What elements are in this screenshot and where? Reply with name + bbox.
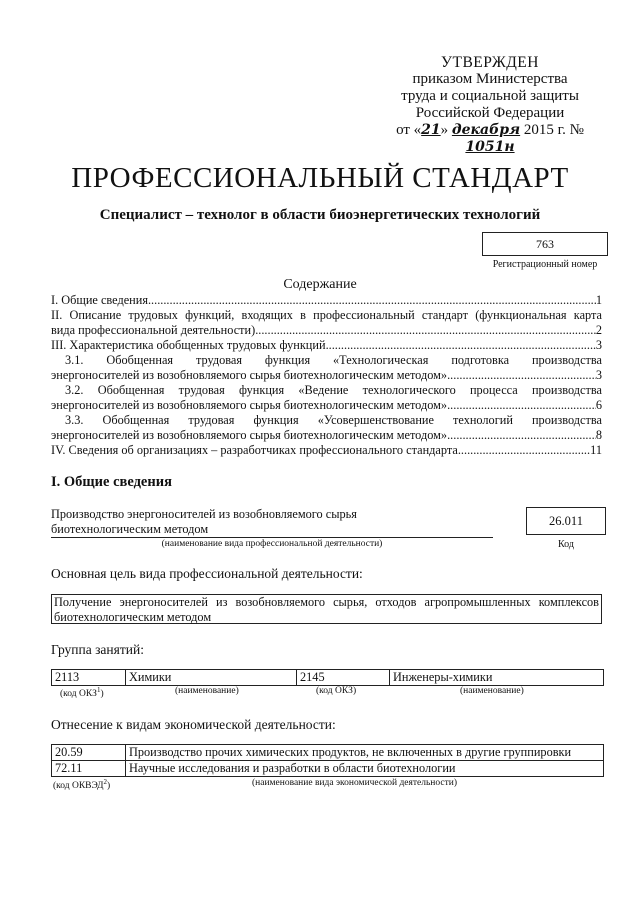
document-subtitle: Специалист – технолог в области биоэнергетических технологий (99, 207, 541, 223)
occupation-group-table (51, 669, 604, 686)
okved-label: Отнесение к видам экономической деятельности: (51, 717, 336, 732)
activity-caption: (наименование вида профессиональной деятельности) (161, 539, 383, 549)
document-title: ПРОФЕССИОНАЛЬНЫЙ СТАНДАРТ (71, 162, 569, 194)
toc-title: Содержание (283, 277, 357, 292)
okved-code-1: 20.59 (52, 745, 126, 761)
okved-name-caption: (наименование вида экономической деятельности) (252, 778, 457, 788)
occupation-group-label: Группа занятий: (51, 642, 144, 657)
section-1-heading: I. Общие сведения (51, 474, 172, 490)
toc-entry-3-2-line-2[interactable]: энергоносителей из возобновляемого сырья биотехнологическим методом» ..... 6 (51, 398, 602, 413)
okved-code-caption: (код ОКВЭД$^2$) (53, 778, 111, 792)
toc-entry-1[interactable]: I. Общие сведения ..... 1 (51, 293, 602, 308)
approval-line-1: приказом Министерства (412, 71, 568, 87)
okved-table (51, 744, 604, 777)
okved-name-2: Научные исследования и разработки в области биотехнологии (126, 761, 604, 777)
okved-name-1: Производство прочих химических продуктов, не включенных в другие группировки (126, 745, 604, 761)
approval-year: 2015 г. № (523, 122, 584, 138)
approval-line-3: Российской Федерации (415, 105, 565, 121)
goal-label: Основная цель вида профессиональной деятельности: (51, 566, 363, 581)
approval-number: 1051н (465, 139, 515, 155)
activity-underline (51, 537, 493, 538)
toc-entry-3[interactable]: III. Характеристика обобщенных трудовых функций ..... 3 (51, 338, 602, 353)
okz-name-2: Инженеры-химики (390, 670, 604, 686)
approval-line-2: труда и социальной защиты (401, 88, 579, 104)
table-row (52, 670, 604, 686)
approval-date: от «21» декабря 2015 г. № 1051н (396, 122, 584, 155)
approval-month: декабря (451, 122, 521, 138)
okz-name-1: Химики (126, 670, 297, 686)
toc-entry-2-line-1[interactable]: II. Описание трудовых функций, входящих в профессиональный стандарт (функциональная карта (51, 308, 602, 322)
goal-box: Получение энергоносителей из возобновляемого сырья, отходов агропромышленных комплексов биотехнологическим методом (51, 594, 602, 624)
toc-entry-3-2-line-1[interactable]: 3.2. Обобщенная трудовая функция «Ведение технологического процесса производства (65, 383, 602, 397)
toc-entry-3-3-line-2[interactable]: энергоносителей из возобновляемого сырья биотехнологическим методом» ..... 8 (51, 428, 602, 443)
toc-entry-3-1-line-1[interactable]: 3.1. Обобщенная трудовая функция «Технологическая подготовка производства (65, 353, 602, 367)
activity-name: Производство энергоносителей из возобновляемого сырья биотехнологическим методом (51, 507, 357, 536)
activity-code-caption: Код (558, 539, 574, 550)
registration-number-box: 763 (482, 232, 608, 256)
okz-code-caption-1: (код ОКЗ$^1$) (60, 686, 104, 700)
registration-number-label: Регистрационный номер (492, 259, 598, 270)
toc-entry-3-1-line-2[interactable]: энергоносителей из возобновляемого сырья биотехнологическим методом» ..... 3 (51, 368, 602, 383)
toc-entry-2-line-2[interactable]: вида профессиональной деятельности) ..... 2 (51, 323, 602, 338)
okz-code-caption-2: (код ОКЗ) (316, 686, 357, 696)
approval-heading: УТВЕРЖДЕН (441, 54, 539, 71)
okved-code-2: 72.11 (52, 761, 126, 777)
okz-code-1: 2113 (52, 670, 126, 686)
okz-code-2: 2145 (297, 670, 390, 686)
table-row (52, 761, 604, 777)
toc-entry-4[interactable]: IV. Сведения об организациях – разработчиках профессионального стандарта ..... 11 (51, 443, 602, 458)
okz-name-caption-2: (наименование) (460, 686, 524, 696)
approval-day: 21 (421, 122, 441, 138)
approval-block (370, 54, 610, 156)
toc-entry-3-3-line-1[interactable]: 3.3. Обобщенная трудовая функция «Усовершенствование технологий производства (65, 413, 602, 427)
activity-code-box: 26.011 (526, 507, 606, 535)
table-of-contents (51, 293, 602, 458)
table-row (52, 745, 604, 761)
okz-name-caption-1: (наименование) (175, 686, 239, 696)
